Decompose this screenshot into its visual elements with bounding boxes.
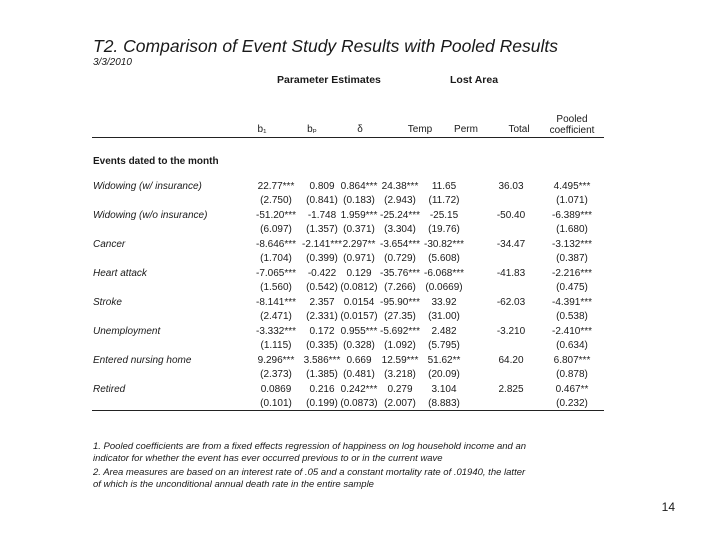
standard-error-cell: (2.007) [384, 398, 416, 409]
estimate-cell: -7.065*** [255, 268, 297, 279]
standard-error-cell: (0.841) [306, 195, 338, 206]
note-line: 1. Pooled coefficients are from a fixed effects regression of happiness on log household income and an [93, 441, 527, 452]
estimate-cell: 0.216 [309, 384, 335, 395]
estimate-cell: -35.76*** [379, 268, 421, 279]
estimate-cell: -41.83 [496, 268, 526, 279]
estimate-cell: -34.47 [496, 239, 526, 250]
standard-error-cell: (11.72) [428, 195, 460, 206]
standard-error-cell: (19.76) [428, 224, 460, 235]
table-row-se [0, 340, 720, 354]
table-row-se [0, 253, 720, 267]
page-title: T2. Comparison of Event Study Results with Pooled Results [93, 36, 558, 56]
standard-error-cell: (0.183) [343, 195, 375, 206]
estimate-cell: 0.279 [387, 384, 413, 395]
estimate-cell: -62.03 [496, 297, 526, 308]
note-line: 2. Area measures are based on an interest rate of .05 and a constant mortality rate of .01940, the latter [93, 467, 526, 478]
standard-error-cell: (1.560) [260, 282, 292, 293]
estimate-cell: 2.482 [431, 326, 457, 337]
estimate-cell: -6.389*** [551, 210, 593, 221]
standard-error-cell: (0.232) [556, 398, 588, 409]
estimate-cell: 0.242*** [340, 384, 378, 395]
estimate-cell: -51.20*** [255, 210, 297, 221]
row-label: Entered nursing home [93, 355, 192, 366]
estimate-cell: 2.297** [342, 239, 376, 250]
col-header-temp: Temp [407, 124, 433, 135]
standard-error-cell: (3.218) [384, 369, 416, 380]
date-label: 3/3/2010 [93, 57, 132, 68]
estimate-cell: -2.410*** [551, 326, 593, 337]
estimate-cell: 64.20 [498, 355, 524, 366]
estimate-cell: 0.0154 [343, 297, 375, 308]
standard-error-cell: (0.878) [556, 369, 588, 380]
estimate-cell: 12.59*** [381, 355, 419, 366]
standard-error-cell: (0.0157) [340, 311, 378, 322]
estimate-cell: 1.959*** [340, 210, 378, 221]
table-row-se [0, 224, 720, 238]
table-row-se [0, 282, 720, 296]
col-header-pooled: Pooled coefficient [549, 114, 595, 136]
estimate-cell: -3.332*** [255, 326, 297, 337]
estimate-cell: 0.129 [346, 268, 372, 279]
note-line: indicator for whether the event has ever occurred previous to or in the current wave [93, 453, 443, 464]
estimate-cell: 6.807*** [553, 355, 591, 366]
estimate-cell: 0.809 [309, 181, 335, 192]
standard-error-cell: (0.634) [556, 340, 588, 351]
estimate-cell: 0.955*** [340, 326, 378, 337]
row-label: Stroke [93, 297, 122, 308]
standard-error-cell: (0.387) [556, 253, 588, 264]
standard-error-cell: (0.399) [306, 253, 338, 264]
table-bottom-rule [92, 410, 604, 411]
standard-error-cell: (1.092) [384, 340, 416, 351]
estimate-cell: -3.210 [496, 326, 526, 337]
standard-error-cell: (2.373) [260, 369, 292, 380]
estimate-cell: -3.132*** [551, 239, 593, 250]
section-title: Events dated to the month [93, 156, 219, 167]
estimate-cell: -5.692*** [379, 326, 421, 337]
standard-error-cell: (0.0873) [340, 398, 378, 409]
table-row [0, 210, 720, 224]
standard-error-cell: (0.475) [556, 282, 588, 293]
estimate-cell: 22.77*** [257, 181, 295, 192]
row-label: Heart attack [93, 268, 147, 279]
estimate-cell: 24.38*** [381, 181, 419, 192]
row-label: Retired [93, 384, 126, 395]
estimate-cell: -25.15 [429, 210, 459, 221]
estimate-cell: -95.90*** [379, 297, 421, 308]
standard-error-cell: (2.750) [260, 195, 292, 206]
parameter-estimates-header: Parameter Estimates [277, 74, 381, 86]
estimate-cell: -6.068*** [423, 268, 465, 279]
standard-error-cell: (1.357) [306, 224, 338, 235]
estimate-cell: -30.82*** [423, 239, 465, 250]
standard-error-cell: (5.608) [428, 253, 460, 264]
note-line: of which is the unconditional annual death rate in the entire sample [93, 479, 374, 490]
estimate-cell: 0.172 [309, 326, 335, 337]
estimate-cell: -3.654*** [379, 239, 421, 250]
col-header-bp: bₚ [307, 124, 317, 135]
estimate-cell: 33.92 [431, 297, 457, 308]
estimate-cell: 2.825 [498, 384, 524, 395]
row-label: Widowing (w/ insurance) [93, 181, 202, 192]
page-number: 14 [661, 500, 675, 514]
estimate-cell: -2.141*** [301, 239, 343, 250]
standard-error-cell: (7.266) [384, 282, 416, 293]
table-row-se [0, 195, 720, 209]
standard-error-cell: (6.097) [260, 224, 292, 235]
standard-error-cell: (2.471) [260, 311, 292, 322]
standard-error-cell: (0.0812) [340, 282, 378, 293]
standard-error-cell: (0.371) [343, 224, 375, 235]
estimate-cell: 11.65 [431, 181, 457, 192]
standard-error-cell: (3.304) [384, 224, 416, 235]
estimate-cell: 51.62** [427, 355, 461, 366]
standard-error-cell: (0.199) [306, 398, 338, 409]
table-row [0, 181, 720, 195]
estimate-cell: 0.864*** [340, 181, 378, 192]
standard-error-cell: (0.542) [306, 282, 338, 293]
col-header-total: Total [508, 124, 530, 135]
standard-error-cell: (31.00) [428, 311, 460, 322]
estimate-cell: 0.467** [555, 384, 589, 395]
estimate-cell: 36.03 [498, 181, 524, 192]
standard-error-cell: (5.795) [428, 340, 460, 351]
estimate-cell: 3.104 [431, 384, 457, 395]
standard-error-cell: (0.328) [343, 340, 375, 351]
table-row-se [0, 369, 720, 383]
table-row-se [0, 311, 720, 325]
standard-error-cell: (1.115) [260, 340, 292, 351]
estimate-cell: -2.216*** [551, 268, 593, 279]
standard-error-cell: (1.704) [260, 253, 292, 264]
standard-error-cell: (0.971) [343, 253, 375, 264]
table-row [0, 355, 720, 369]
estimate-cell: 2.357 [309, 297, 335, 308]
standard-error-cell: (0.101) [260, 398, 292, 409]
standard-error-cell: (0.0669) [425, 282, 463, 293]
standard-error-cell: (2.331) [306, 311, 338, 322]
row-label: Cancer [93, 239, 126, 250]
standard-error-cell: (1.680) [556, 224, 588, 235]
estimate-cell: 9.296*** [257, 355, 295, 366]
estimate-cell: -50.40 [496, 210, 526, 221]
standard-error-cell: (0.335) [306, 340, 338, 351]
table-row [0, 326, 720, 340]
standard-error-cell: (1.071) [556, 195, 588, 206]
col-header-perm: Perm [454, 124, 478, 135]
standard-error-cell: (0.729) [384, 253, 416, 264]
standard-error-cell: (2.943) [384, 195, 416, 206]
estimate-cell: 0.669 [346, 355, 372, 366]
standard-error-cell: (0.481) [343, 369, 375, 380]
table-row [0, 268, 720, 282]
estimate-cell: 3.586*** [303, 355, 341, 366]
standard-error-cell: (27.35) [384, 311, 416, 322]
row-label: Widowing (w/o insurance) [93, 210, 208, 221]
row-label: Unemployment [93, 326, 161, 337]
standard-error-cell: (20.09) [428, 369, 460, 380]
estimate-cell: -0.422 [307, 268, 337, 279]
estimate-cell: -4.391*** [551, 297, 593, 308]
table-row [0, 384, 720, 398]
estimate-cell: 4.495*** [553, 181, 591, 192]
table-top-rule [92, 137, 604, 138]
estimate-cell: -25.24*** [379, 210, 421, 221]
estimate-cell: -8.646*** [255, 239, 297, 250]
standard-error-cell: (0.538) [556, 311, 588, 322]
standard-error-cell: (8.883) [428, 398, 460, 409]
estimate-cell: -1.748 [307, 210, 337, 221]
estimate-cell: -8.141*** [255, 297, 297, 308]
col-header-b1: b₁ [257, 124, 267, 135]
table-row [0, 239, 720, 253]
estimate-cell: 0.0869 [260, 384, 292, 395]
standard-error-cell: (1.385) [306, 369, 338, 380]
lost-area-header: Lost Area [450, 74, 499, 86]
col-header-delta: δ [357, 124, 363, 135]
table-row [0, 297, 720, 311]
